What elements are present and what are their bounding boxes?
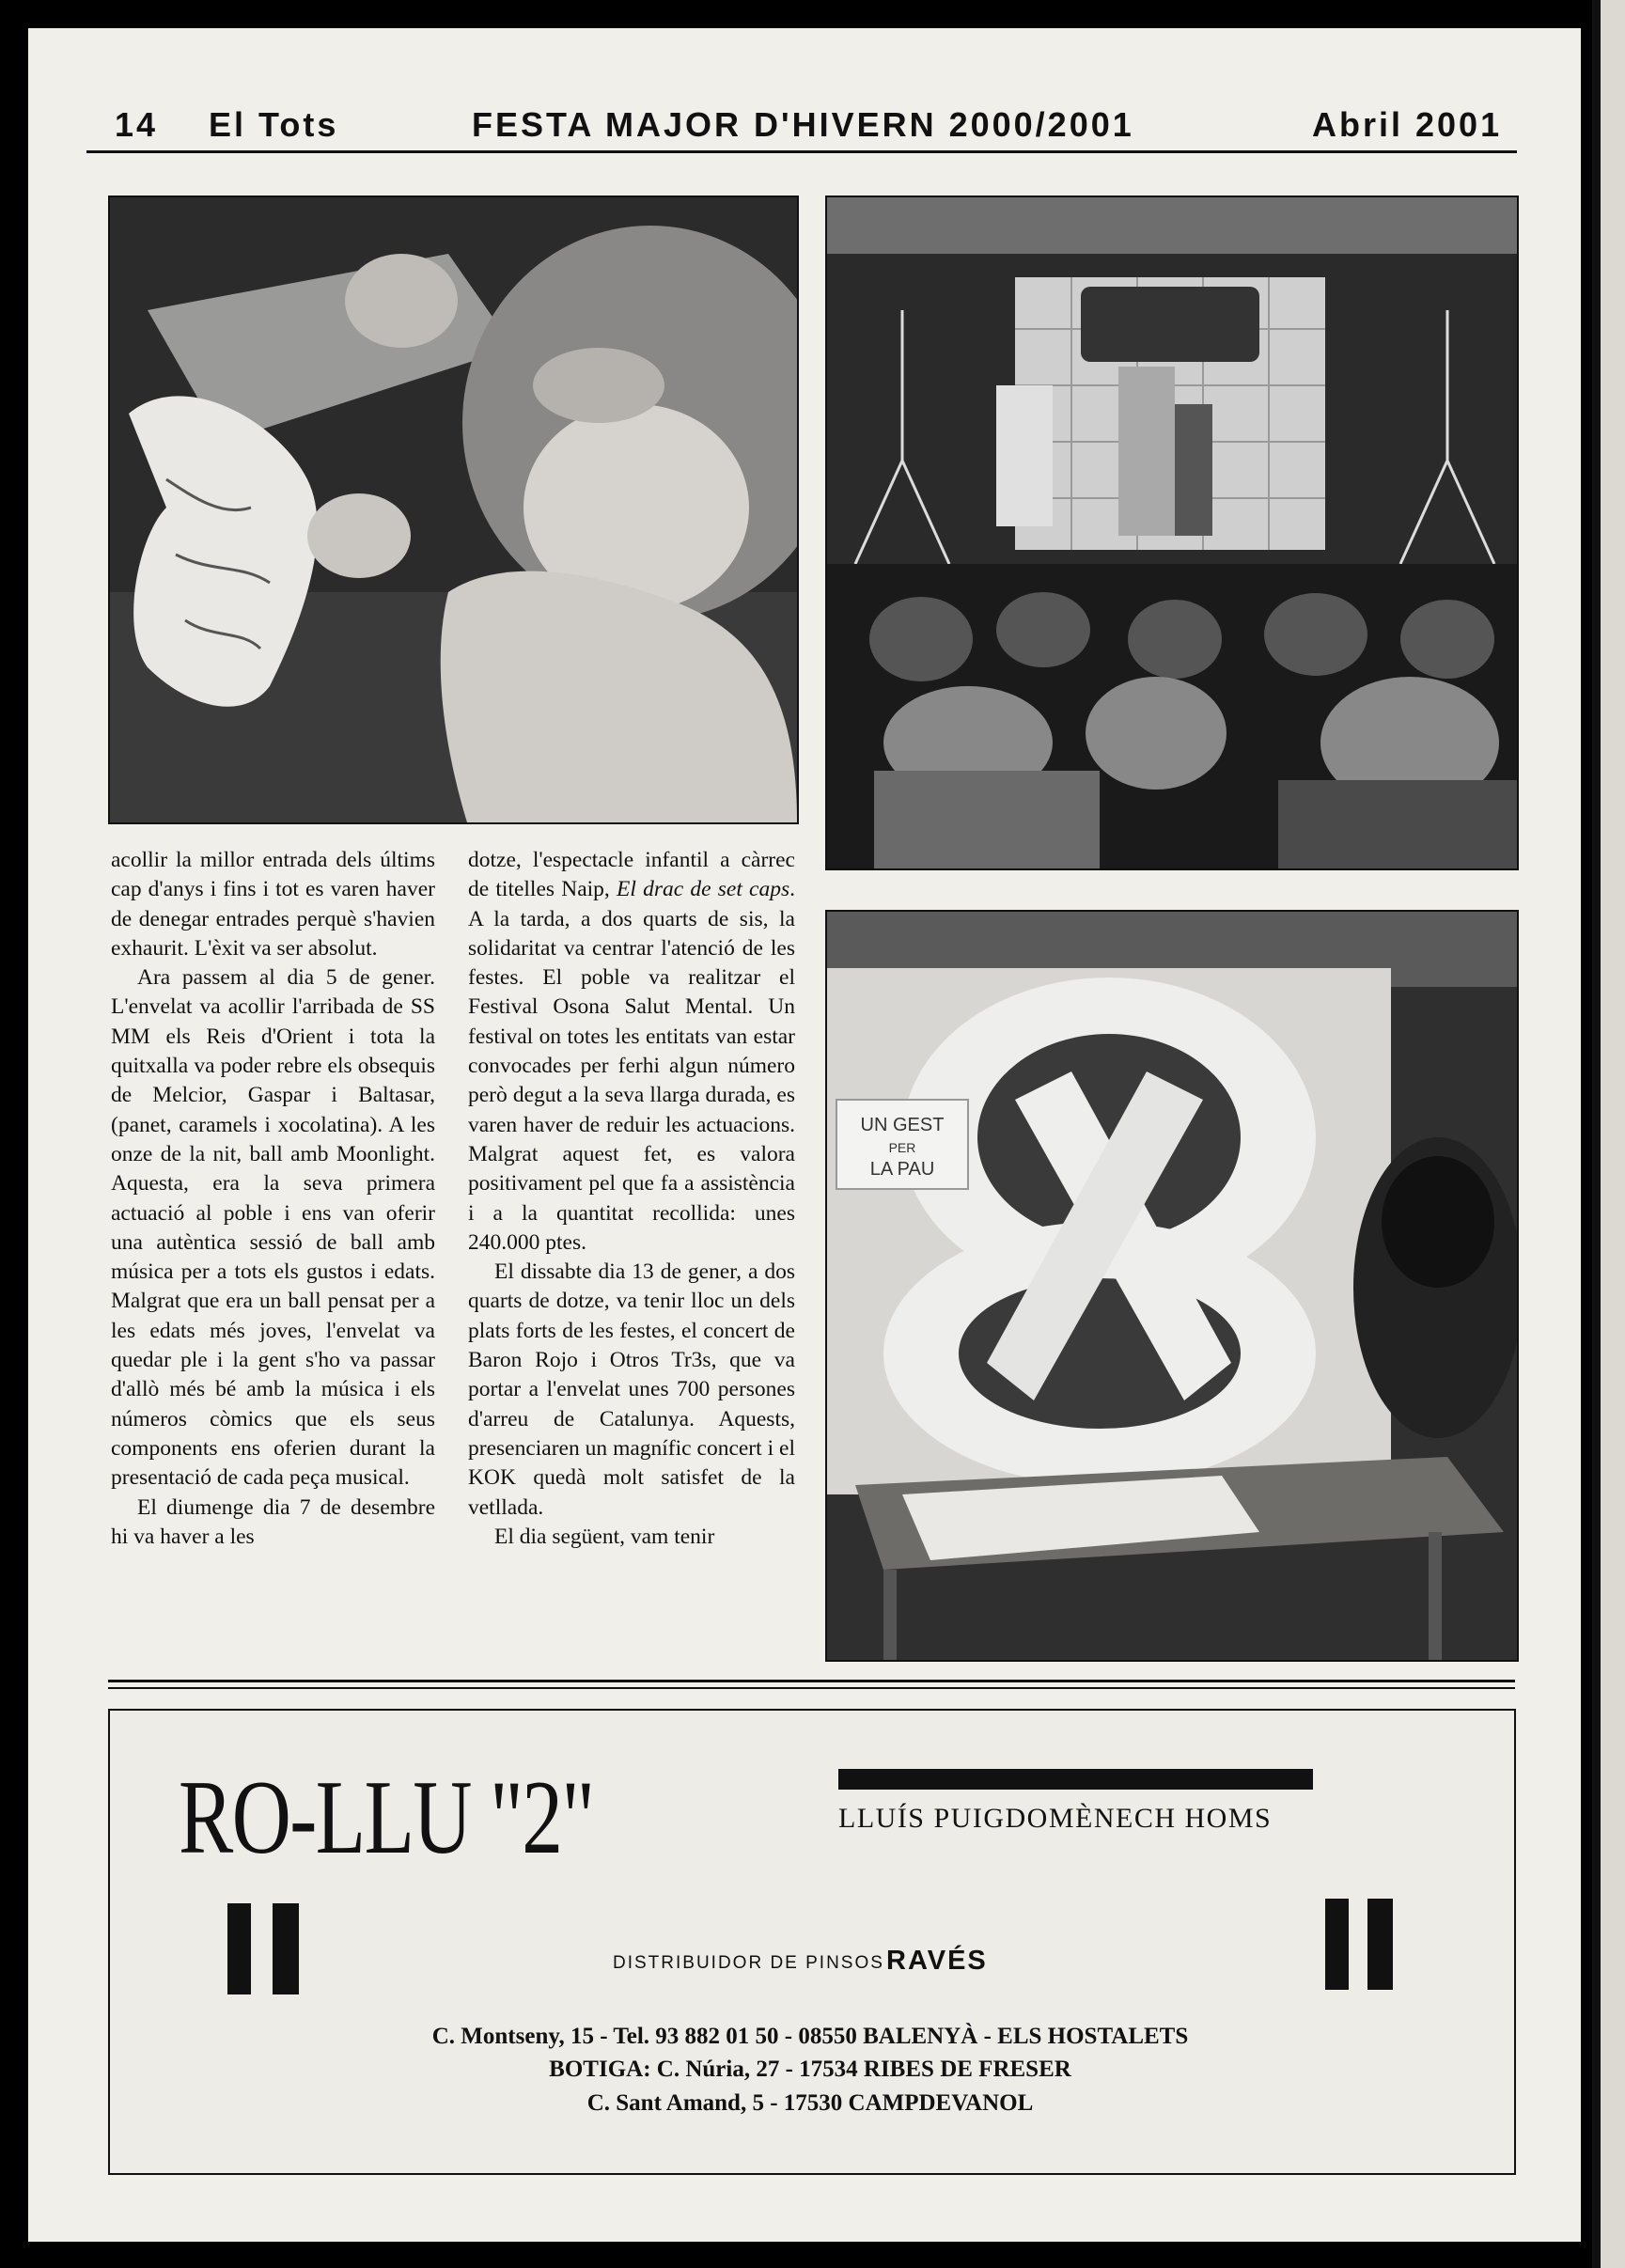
article-column-1 xyxy=(111,846,435,1552)
ad-distributor-label: DISTRIBUIDOR DE PINSOS xyxy=(613,1953,884,1973)
ad-brand: RAVÉS xyxy=(886,1946,988,1976)
show-title: El drac de set caps xyxy=(617,877,790,902)
photo-peace-ribbon xyxy=(825,910,1519,1662)
ad-block-right xyxy=(1367,1899,1393,1990)
paragraph: El dia següent, vam tenir xyxy=(494,1524,715,1549)
sign-text-2: PER xyxy=(888,1140,916,1155)
page-number: 14 xyxy=(115,105,159,144)
photo-child-drawing xyxy=(108,196,799,824)
paragraph: El diumenge dia 7 de desembre hi va haver a les xyxy=(111,1494,435,1549)
ad-block-right xyxy=(1325,1899,1349,1990)
ad-address-2: BOTIGA: C. Núria, 27 - 17534 RIBES DE FRESER xyxy=(549,2057,1071,2082)
separator-rule xyxy=(108,1687,1515,1689)
paragraph: Ara passem al dia 5 de gener. L'envelat va acollir l'arribada de SS MM els Reis d'Orient i tota la quitxalla va poder rebre els obsequis de Melcior, Gaspar i Baltasar, (panet, caramels i xocolatina). A les onze de la nit, ball amb Moonlight. Aquesta, era la seva primera actuació al poble i ens van oferir una autèntica sessió de ball amb música per a tots els gustos i edats. Malgrat que era un ball pensat per a les edats més joves, l'envelat va quedar ple i la gent s'ho va passar d'allò més bé amb la música i els números còmics que els seus components ens oferien durant la presentació de cada peça musical. xyxy=(111,965,435,1491)
sign-text-1: UN GEST xyxy=(860,1115,945,1135)
sign-text-3: LA PAU xyxy=(869,1159,935,1180)
issue-date: Abril 2001 xyxy=(1312,105,1503,144)
paragraph: acollir la millor entrada dels últims cap d'anys i fins i tot es varen haver de denegar entrades perquè s'havien exhaurit. L'èxit va ser absolut. xyxy=(111,848,435,961)
publication-name: El Tots xyxy=(209,105,339,144)
paragraph: dotze, l'espectacle infantil a càrrec de titelles Naip, El drac de set caps. A la tarda, a dos quarts de sis, la solidaritat va centrar l'atenció de les festes. El poble va realitzar el Festival Osona Salut Mental. Un festival on totes les entitats van estar convocades per ferhi algun número però degut a la seva llarga durada, es varen haver de reduir les actuacions. Malgrat aquest fet, es valora positivament pel que fa a assistència i a la quantitat recollida: unes 240.000 ptes. xyxy=(468,848,795,1255)
ad-block-left xyxy=(227,1903,251,1994)
ad-block-left xyxy=(273,1903,299,1994)
header-rule xyxy=(86,150,1517,153)
ad-owner: LLUÍS PUIGDOMÈNECH HOMS xyxy=(838,1803,1273,1834)
ad-address-3: C. Sant Amand, 5 - 17530 CAMPDEVANOL xyxy=(586,2090,1034,2116)
ad-address-1: C. Montseny, 15 - Tel. 93 882 01 50 - 08550 BALENYÀ - ELS HOSTALETS xyxy=(431,2024,1189,2049)
page-edge xyxy=(1592,0,1625,2268)
paragraph: El dissabte dia 13 de gener, a dos quarts de dotze, va tenir lloc un dels plats forts de les festes, el concert de Baron Rojo i Otros Tr3s, que va portar a l'envelat unes 700 persones d'arreu de Catalunya. Aquests, presenciaren un magnífic concert i el KOK quedà molt satisfet de la vetllada. xyxy=(468,1259,795,1520)
photo-stage-show xyxy=(825,196,1519,870)
ad-title: RO-LLU "2" xyxy=(179,1760,594,1876)
ad-bar xyxy=(838,1769,1313,1790)
article-column-2 xyxy=(468,846,795,1552)
section-title: FESTA MAJOR D'HIVERN 2000/2001 xyxy=(472,105,1134,144)
page-header xyxy=(86,85,1517,150)
separator-rule xyxy=(108,1680,1515,1682)
